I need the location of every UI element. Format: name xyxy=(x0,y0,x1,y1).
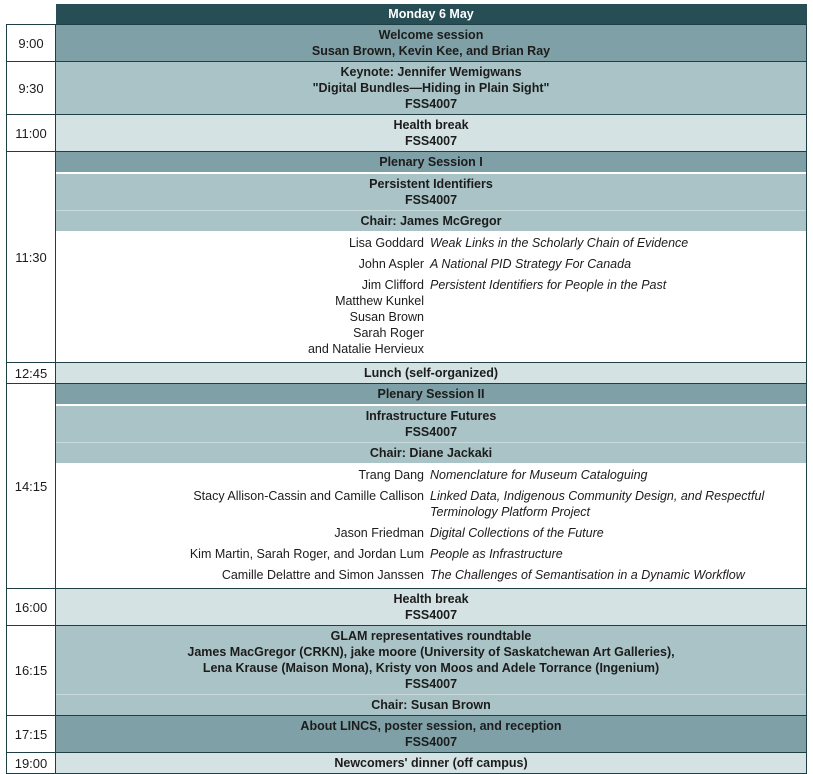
session-chair: Chair: James McGregor xyxy=(56,210,806,231)
plenary-heading: Plenary Session II xyxy=(56,384,806,404)
talk-title: The Challenges of Semantisation in a Dynamic Workflow xyxy=(430,568,745,582)
talk-item xyxy=(56,254,806,275)
schedule-row xyxy=(7,62,807,115)
plenary-topic xyxy=(56,404,806,442)
session-cell xyxy=(56,62,807,115)
talk-speaker: and Natalie Hervieux xyxy=(307,342,424,356)
talk-speaker: Sarah Roger xyxy=(353,326,424,340)
schedule-row xyxy=(7,384,807,589)
time-cell: 11:30 xyxy=(7,152,56,363)
session-room: FSS4007 xyxy=(404,735,458,749)
session-room: FSS4007 xyxy=(404,425,458,439)
session-cell xyxy=(56,384,807,589)
session-title: Keynote: Jennifer Wemigwans xyxy=(340,65,522,79)
schedule-row xyxy=(7,115,807,152)
session-cell xyxy=(56,716,807,753)
session-chair: Chair: Susan Brown xyxy=(56,694,806,715)
time-cell: 14:15 xyxy=(7,384,56,589)
session-cell xyxy=(56,152,807,363)
talk-item xyxy=(56,465,806,486)
time-cell: 16:00 xyxy=(7,589,56,626)
talk-speaker: Lisa Goddard xyxy=(348,236,424,250)
session-room: FSS4007 xyxy=(404,134,458,148)
talk-item xyxy=(56,233,806,254)
session-room: FSS4007 xyxy=(404,608,458,622)
session-cell xyxy=(56,626,807,716)
talk-list xyxy=(56,463,806,588)
talk-title: Weak Links in the Scholarly Chain of Evidence xyxy=(430,236,689,250)
talk-speaker: Camille Delattre and Simon Janssen xyxy=(221,568,424,582)
schedule-row xyxy=(7,363,807,384)
time-cell: 11:00 xyxy=(7,115,56,152)
day-header: Monday 6 May xyxy=(56,4,807,25)
talk-item xyxy=(56,544,806,565)
session-chair: Chair: Diane Jackaki xyxy=(56,442,806,463)
session-title: About LINCS, poster session, and reception xyxy=(300,719,562,733)
session-room: FSS4007 xyxy=(404,97,458,111)
talk-title: Persistent Identifiers for People in the Past xyxy=(430,278,667,292)
time-cell: 19:00 xyxy=(7,753,56,774)
day-header-row xyxy=(7,4,807,25)
roundtable-block xyxy=(56,626,806,694)
session-cell xyxy=(56,25,807,62)
talk-title: Linked Data, Indigenous Community Design, and Respectful Terminology Platform Project xyxy=(430,489,765,519)
session-title: GLAM representatives roundtable xyxy=(330,629,532,643)
time-cell: 9:30 xyxy=(7,62,56,115)
time-cell: 16:15 xyxy=(7,626,56,716)
session-cell: Lunch (self-organized) xyxy=(56,363,807,384)
talk-list xyxy=(56,231,806,362)
talk-speaker: Susan Brown xyxy=(349,310,424,324)
time-cell: 12:45 xyxy=(7,363,56,384)
session-people: James MacGregor (CRKN), jake moore (University of Saskatchewan Art Galleries), xyxy=(187,645,675,659)
talk-item xyxy=(56,523,806,544)
time-cell: 17:15 xyxy=(7,716,56,753)
session-title: Infrastructure Futures xyxy=(365,409,497,423)
schedule-row xyxy=(7,716,807,753)
schedule-row xyxy=(7,753,807,774)
session-room: FSS4007 xyxy=(404,193,458,207)
session-title: Welcome session xyxy=(378,28,484,42)
plenary-heading: Plenary Session I xyxy=(56,152,806,172)
schedule-row xyxy=(7,25,807,62)
talk-title: A National PID Strategy For Canada xyxy=(430,257,632,271)
session-people: Lena Krause (Maison Mona), Kristy von Moos and Adele Torrance (Ingenium) xyxy=(202,661,660,675)
talk-speaker: Stacy Allison-Cassin and Camille Callison xyxy=(193,489,424,503)
talk-speaker: Jason Friedman xyxy=(334,526,424,540)
schedule-row xyxy=(7,152,807,363)
session-cell xyxy=(56,115,807,152)
talk-title: Digital Collections of the Future xyxy=(430,526,604,540)
talk-item xyxy=(56,275,806,360)
session-cell: Newcomers' dinner (off campus) xyxy=(56,753,807,774)
session-subtitle: "Digital Bundles—Hiding in Plain Sight" xyxy=(312,81,550,95)
talk-title: People as Infrastructure xyxy=(430,547,563,561)
talk-speaker: Trang Dang xyxy=(358,468,424,482)
talk-title: Nomenclature for Museum Cataloguing xyxy=(430,468,648,482)
talk-speaker: John Aspler xyxy=(358,257,424,271)
talk-item xyxy=(56,486,806,523)
session-people: Susan Brown, Kevin Kee, and Brian Ray xyxy=(311,44,551,58)
schedule-table xyxy=(6,4,807,774)
talk-speaker: Kim Martin, Sarah Roger, and Jordan Lum xyxy=(189,547,424,561)
session-room: FSS4007 xyxy=(404,677,458,691)
session-title: Health break xyxy=(393,592,469,606)
schedule-row xyxy=(7,626,807,716)
talk-speaker: Jim Clifford xyxy=(361,278,424,292)
plenary-topic xyxy=(56,172,806,210)
time-cell: 9:00 xyxy=(7,25,56,62)
session-title: Persistent Identifiers xyxy=(369,177,493,191)
schedule-row xyxy=(7,589,807,626)
talk-item xyxy=(56,565,806,586)
talk-speaker: Matthew Kunkel xyxy=(335,294,424,308)
session-title: Health break xyxy=(393,118,469,132)
session-cell xyxy=(56,589,807,626)
